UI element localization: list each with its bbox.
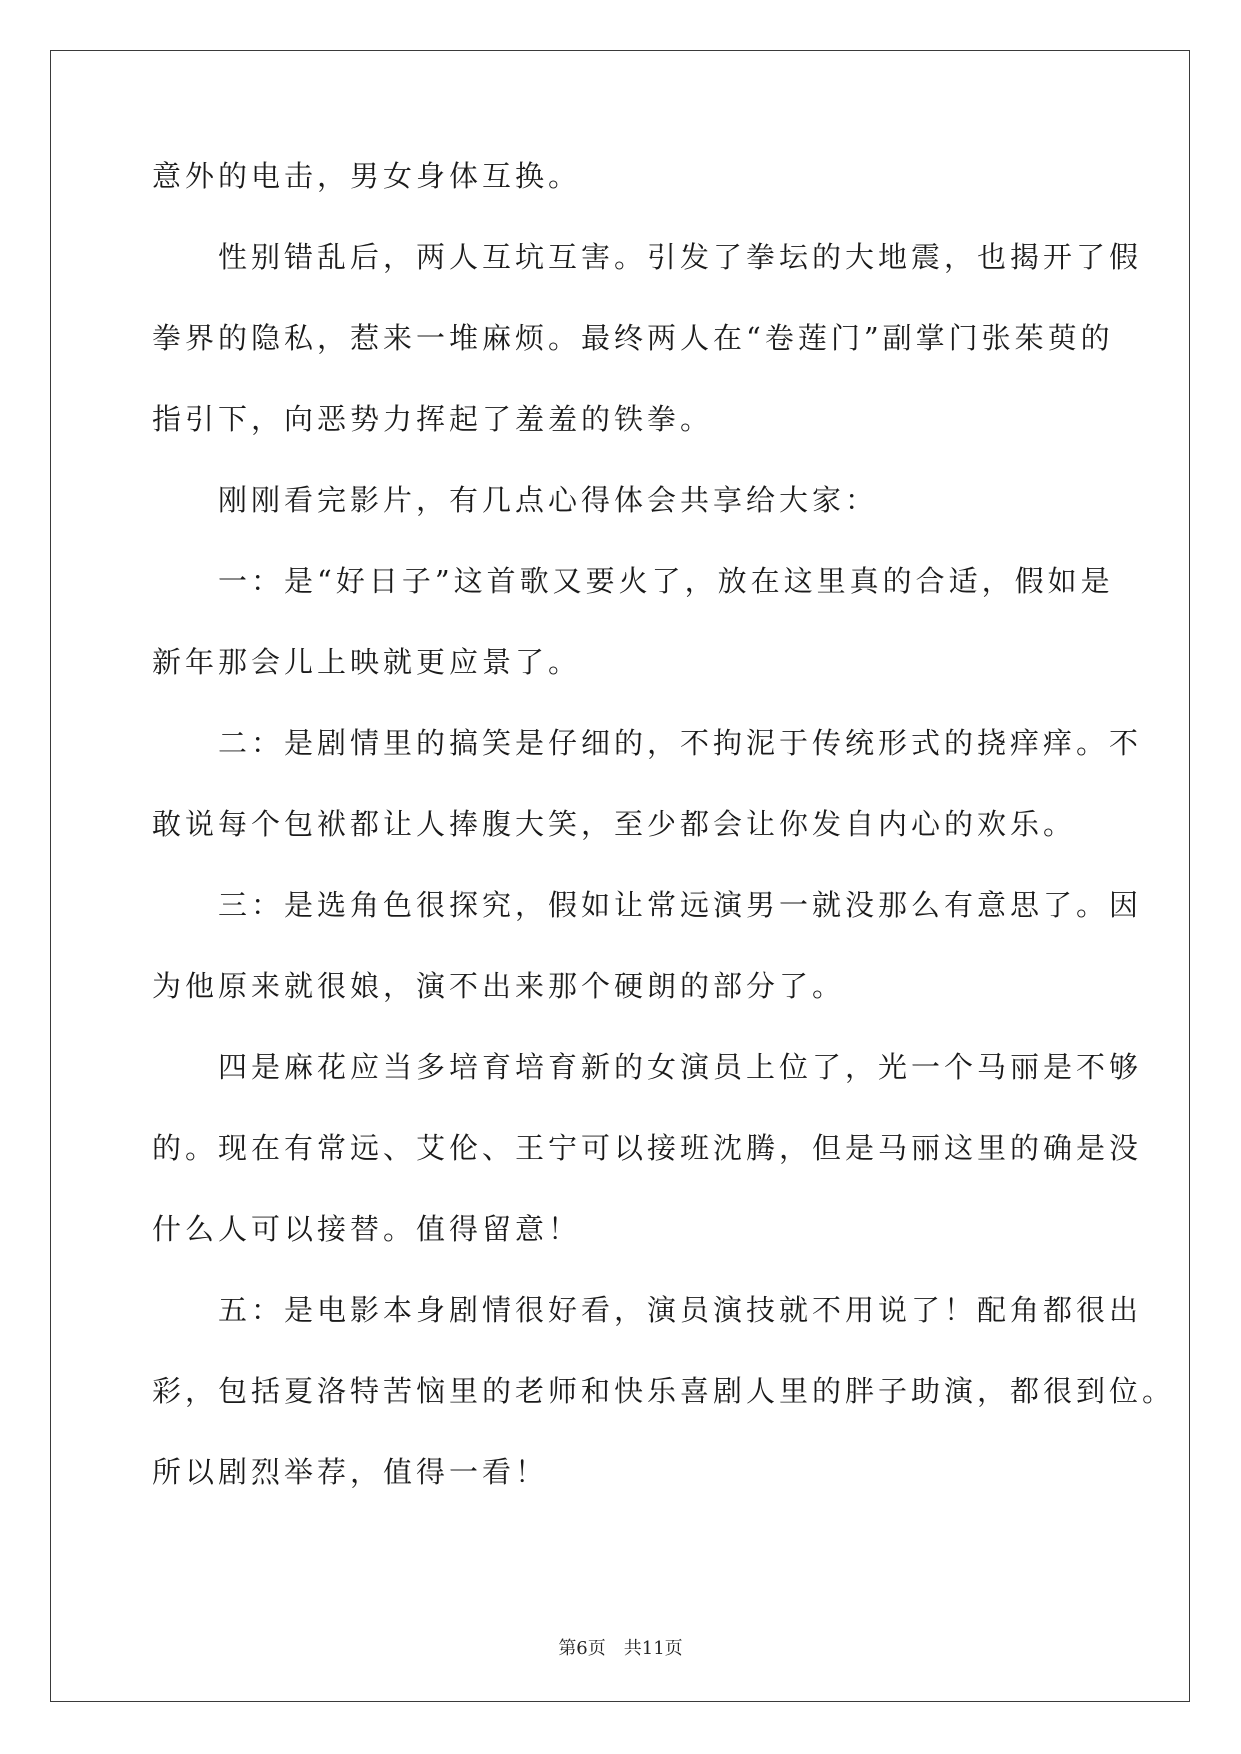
text-line: 性别错乱后，两人互坑互害。引发了拳坛的大地震，也揭开了假 (152, 240, 1143, 274)
text-line: 什么人可以接替。值得留意！ (152, 1212, 582, 1246)
text-line: 一：是“好日子”这首歌又要火了，放在这里真的合适，假如是 (152, 564, 1114, 598)
text-line: 敢说每个包袱都让人捧腹大笑，至少都会让你发自内心的欢乐。 (152, 807, 1077, 841)
text-line: 拳界的隐私，惹来一堆麻烦。最终两人在“卷莲门”副掌门张茱萸的 (152, 321, 1114, 355)
page-number: 第6页 共11页 (558, 1638, 683, 1659)
text-line: 二：是剧情里的搞笑是仔细的，不拘泥于传统形式的挠痒痒。不 (152, 726, 1143, 760)
text-line: 为他原来就很娘，演不出来那个硬朗的部分了。 (152, 969, 846, 1003)
text-line: 彩，包括夏洛特苦恼里的老师和快乐喜剧人里的胖子助演，都很到位。 (152, 1374, 1176, 1408)
text-line: 五：是电影本身剧情很好看，演员演技就不用说了！配角都很出 (152, 1293, 1143, 1327)
text-line: 三：是选角色很探究，假如让常远演男一就没那么有意思了。因 (152, 888, 1143, 922)
text-line: 的。现在有常远、艾伦、王宁可以接班沈腾，但是马丽这里的确是没 (152, 1131, 1143, 1165)
text-line: 新年那会儿上映就更应景了。 (152, 645, 582, 679)
text-line: 四是麻花应当多培育培育新的女演员上位了，光一个马丽是不够 (152, 1050, 1143, 1084)
text-line: 所以剧烈举荐，值得一看！ (152, 1455, 549, 1489)
text-line: 刚刚看完影片，有几点心得体会共享给大家： (152, 483, 879, 517)
text-line: 指引下，向恶势力挥起了羞羞的铁拳。 (152, 402, 714, 436)
text-line: 意外的电击，男女身体互换。 (152, 159, 582, 193)
